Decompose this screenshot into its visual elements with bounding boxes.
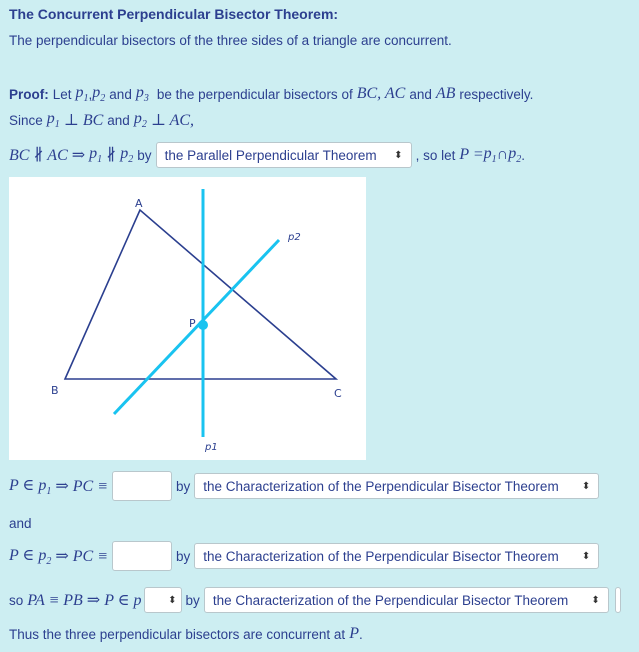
bc-not-parallel-ac: BC ∦ AC ⇒	[9, 147, 86, 164]
label-p2: p2	[288, 232, 301, 243]
select-value: the Characterization of the Perpendicular Bisector Theorem	[203, 478, 559, 494]
proof-line-1	[9, 84, 533, 104]
by-text: by	[175, 478, 191, 494]
p2-symbol: $p_2$	[92, 84, 106, 105]
label-a: A	[135, 197, 143, 210]
select-value: the Characterization of the Perpendicular Bisector Theorem	[212, 592, 569, 608]
point-p	[198, 320, 208, 330]
comma: ,	[88, 86, 93, 102]
updown-icon: ⬍	[591, 594, 600, 606]
implies-pc-congruent: ⇒ PC ≡	[55, 478, 108, 495]
p3-symbol: $p_3$	[135, 84, 149, 105]
and-word: and	[9, 516, 32, 531]
p2-symbol: $p_2$	[133, 110, 147, 131]
updown-icon: ⬍	[581, 480, 591, 492]
so-let-text: , so let	[415, 147, 456, 163]
be-text: be the perpendicular bisectors of	[156, 86, 353, 102]
pa-congruent-pb: PA ≡ PB ⇒ P ∈ p	[27, 592, 142, 609]
p-subscript-select[interactable]	[144, 587, 182, 613]
theorem-select-1[interactable]	[156, 142, 412, 168]
so-text: so	[9, 592, 24, 608]
trailing-input[interactable]	[615, 587, 621, 613]
and-text: and	[109, 86, 132, 102]
triangle-diagram	[9, 177, 366, 460]
select-value: the Characterization of the Perpendicular Bisector Theorem	[203, 548, 559, 564]
period: .	[521, 147, 525, 163]
side-ab: AB	[435, 85, 456, 103]
step-2-answer-input[interactable]	[112, 541, 172, 571]
and-text-2: and	[409, 86, 432, 102]
intersection-symbol: ∩	[496, 146, 509, 163]
sides-bc-ac: BC, AC	[356, 85, 406, 103]
implies-pc-congruent: ⇒ PC ≡	[55, 548, 108, 565]
updown-icon: ⬍	[168, 594, 177, 606]
by-text: by	[175, 548, 191, 564]
p2-symbol: $p_2$	[120, 144, 134, 166]
theorem-select-3[interactable]	[194, 543, 599, 569]
theorem-title: The Concurrent Perpendicular Bisector Theorem:	[9, 6, 339, 22]
period: .	[358, 626, 363, 642]
by-text: by	[137, 147, 152, 163]
point-p-text: P	[349, 625, 359, 642]
let-text: Let	[52, 86, 72, 102]
step-3-line	[9, 587, 625, 613]
p1-symbol: $p_1$	[75, 84, 89, 105]
conclusion-line	[9, 625, 363, 643]
label-p: P	[189, 317, 196, 330]
theorem-select-2[interactable]	[194, 473, 599, 499]
and-text-3: and	[107, 112, 130, 128]
updown-icon: ⬍	[581, 550, 591, 562]
since-text: Since	[9, 112, 43, 128]
step-2-line	[9, 541, 603, 571]
label-b: B	[51, 384, 59, 397]
updown-icon: ⬍	[394, 149, 403, 161]
p1-symbol: $p_1$	[483, 144, 497, 166]
conclusion-text: Thus the three perpendicular bisectors are concurrent at	[9, 626, 346, 642]
perp-ac: ⊥ AC,	[150, 112, 195, 130]
step-1-line	[9, 471, 603, 501]
by-text: by	[185, 592, 200, 608]
respectively-text: respectively.	[459, 86, 534, 102]
p2-symbol: $p_2$	[508, 144, 522, 166]
p-in-p1: P ∈ $p_1$	[9, 476, 52, 498]
p1-symbol: $p_1$	[89, 144, 103, 166]
label-c: C	[334, 387, 342, 400]
diagram-svg	[9, 177, 366, 460]
p1-symbol: $p_1$	[46, 110, 60, 131]
perp-bc: ⊥ BC	[63, 112, 104, 130]
theorem-statement: The perpendicular bisectors of the three sides of a triangle are concurrent.	[9, 33, 452, 48]
step-1-answer-input[interactable]	[112, 471, 172, 501]
proof-label: Proof:	[9, 86, 49, 102]
label-p1: p1	[205, 442, 218, 453]
p-equals: P =	[459, 146, 484, 163]
proof-line-2	[9, 110, 194, 130]
select-value: the Parallel Perpendicular Theorem	[164, 147, 377, 163]
theorem-select-4[interactable]	[204, 587, 609, 613]
proof-line-3	[9, 142, 525, 168]
bisector-line-p2	[114, 240, 279, 414]
not-parallel-symbol: ∦	[106, 147, 117, 164]
p-in-p2: P ∈ $p_2$	[9, 546, 52, 568]
